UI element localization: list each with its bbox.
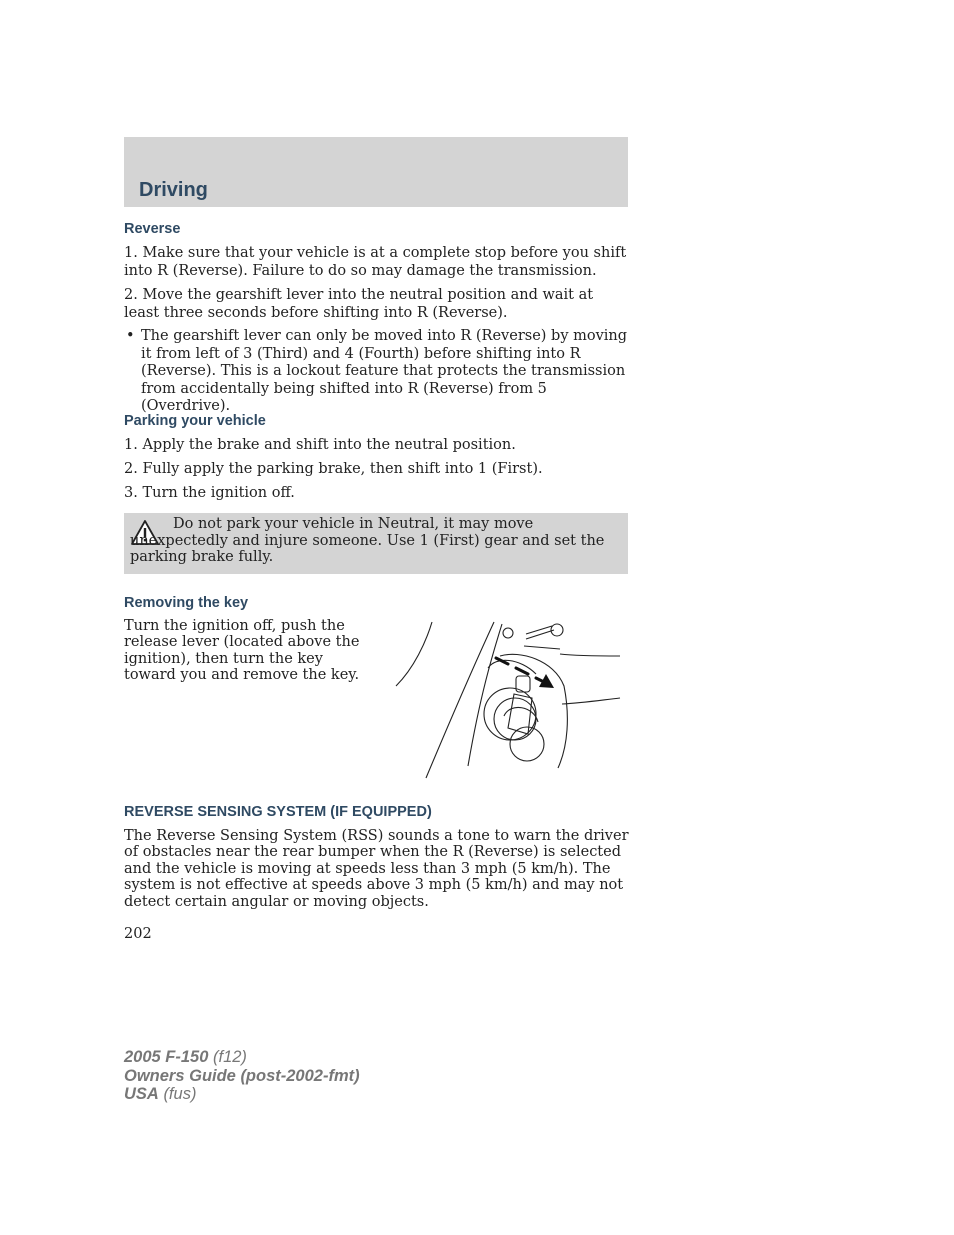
document-footer (124, 1048, 360, 1104)
footer-model-code: (f12) (213, 1048, 247, 1066)
footer-market-code: (fus) (163, 1085, 197, 1103)
bullet-symbol: • (126, 328, 135, 344)
reverse-bullet-text: The gearshift lever can only be moved into R (Reverse) by moving it from left of 3 (Third) and 4 (Fourth) before shifting into R (Reverse). This is a lockout feature that protects the transmission from accidentally being shifted into R (Reverse) from 5 (Overdrive). (141, 328, 628, 414)
reverse-heading: Reverse (124, 221, 181, 237)
section-header-band (124, 137, 628, 207)
removing-key-heading: Removing the key (124, 595, 249, 611)
reverse-step-2: 2. Move the gearshift lever into the neutral position and wait at least three seconds before shifting into R (Reverse). (124, 287, 594, 321)
footer-guide-title: Owners Guide (post-2002-fmt) (124, 1066, 360, 1085)
parking-step-1: 1. Apply the brake and shift into the neutral position. (124, 437, 516, 453)
page-number: 202 (124, 926, 152, 942)
parking-step-3: 3. Turn the ignition off. (124, 485, 295, 501)
rss-heading: REVERSE SENSING SYSTEM (IF EQUIPPED) (124, 804, 432, 820)
footer-line-2 (124, 1067, 360, 1086)
reverse-step-1: 1. Make sure that your vehicle is at a complete stop before you shift into R (Reverse). Failure to do so may damage the transmission. (124, 245, 627, 279)
warning-box (124, 513, 628, 574)
footer-line-1 (124, 1048, 360, 1067)
section-title: Driving (139, 179, 208, 201)
ignition-key-illustration (392, 616, 628, 782)
footer-line-3 (124, 1085, 360, 1104)
parking-heading: Parking your vehicle (124, 413, 266, 429)
parking-step-2: 2. Fully apply the parking brake, then shift into 1 (First). (124, 461, 543, 477)
footer-market: USA (124, 1085, 159, 1103)
removing-key-text: Turn the ignition off, push the release lever (located above the ignition), then turn the key toward you and remove the key. (124, 618, 360, 683)
warning-text: Do not park your vehicle in Neutral, it may move unexpectedly and injure someone. Use 1 (First) gear and set the parking brake fully. (130, 516, 605, 565)
footer-model: 2005 F-150 (124, 1048, 209, 1066)
rss-text: The Reverse Sensing System (RSS) sounds a tone to warn the driver of obstacles near the rear bumper when the R (Reverse) is selected and the vehicle is moving at speeds less than 3 mph (5 km/h). The system is not effective at speeds above 3 mph (5 km/h) and may not detect certain angular or moving objects. (124, 828, 629, 910)
